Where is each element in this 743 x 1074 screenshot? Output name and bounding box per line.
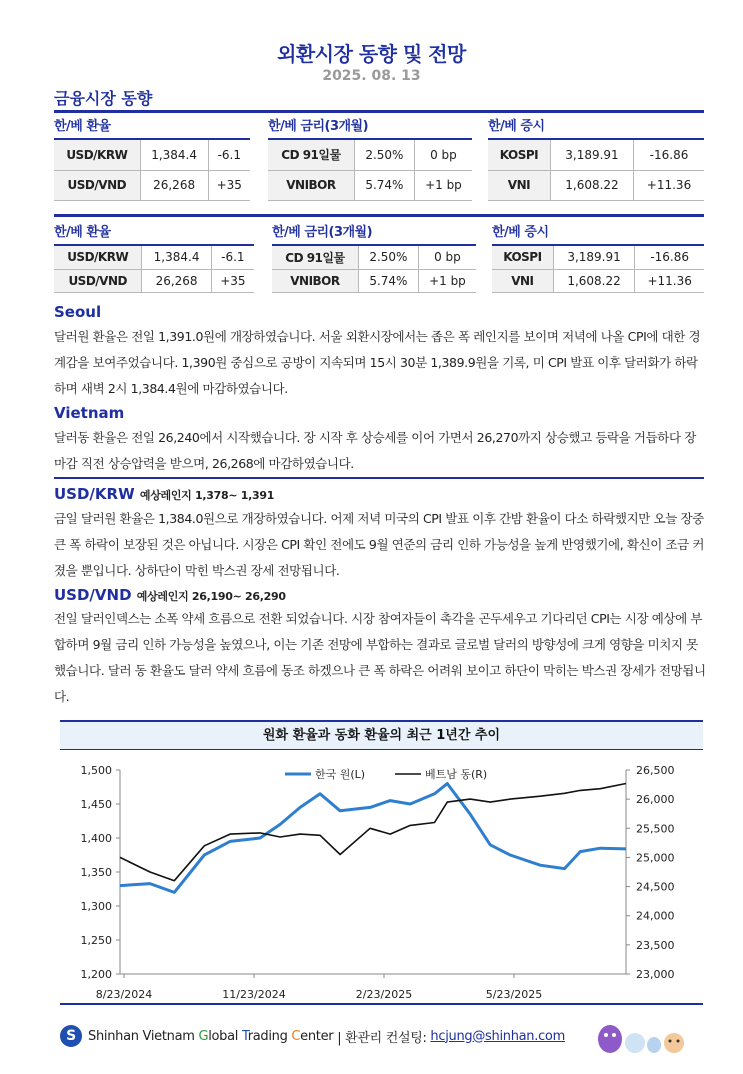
- section-title: 금융시장 동향: [54, 89, 153, 108]
- row-value: 5.74%: [354, 170, 414, 200]
- table-row: [268, 170, 472, 200]
- row-change: -16.86: [635, 246, 704, 269]
- market-table: [54, 246, 254, 293]
- row-value: 1,608.22: [553, 269, 635, 292]
- group-label: 한/베 환율: [54, 225, 111, 240]
- table-row: [54, 170, 250, 200]
- brand-text: Shinhan Vietnam Global Trading Center: [88, 1028, 334, 1044]
- market-table: [272, 246, 476, 293]
- row-label: VNI: [492, 269, 553, 292]
- row-change: 0 bp: [418, 246, 476, 269]
- usdkrw-range: 예상레인지 1,378~ 1,391: [139, 489, 275, 502]
- fx-line-chart: [60, 752, 703, 1002]
- row-change: -6.1: [211, 246, 254, 269]
- row-label: USD/KRW: [54, 246, 142, 269]
- y-left-tick-label: 1,250: [80, 934, 112, 947]
- row-value: 3,189.91: [550, 140, 633, 170]
- usdvnd-heading: [54, 586, 286, 604]
- fx-rate-group: [54, 116, 250, 201]
- table-row: [488, 170, 704, 200]
- y-right-tick-label: 23,000: [636, 968, 675, 981]
- y-left-tick-label: 1,350: [80, 866, 112, 879]
- chart-bottom-line: [60, 1003, 703, 1005]
- row-change: +35: [211, 269, 254, 292]
- x-tick-label: 11/23/2024: [222, 988, 286, 1001]
- usdvnd-range: 예상레인지 26,190~ 26,290: [136, 590, 286, 603]
- y-right-tick-label: 25,500: [636, 822, 675, 836]
- usdkrw-label: USD/KRW: [54, 485, 135, 503]
- legend-label: 한국 원(L): [315, 768, 366, 781]
- x-tick-label: 5/23/2025: [485, 988, 543, 1001]
- row-change: +1 bp: [418, 269, 476, 292]
- page-title: 외환시장 동향 및 전망: [277, 42, 466, 66]
- row-label: VNIBOR: [272, 269, 358, 292]
- y-right-tick-label: 24,500: [636, 880, 675, 894]
- y-left-tick-label: 1,400: [80, 832, 112, 845]
- row-label: USD/KRW: [54, 140, 140, 170]
- legend-label: 베트남 동(R): [425, 768, 488, 781]
- row-change: +11.36: [635, 269, 704, 292]
- market-table: [268, 140, 472, 201]
- y-left-tick-label: 1,450: [80, 798, 112, 811]
- x-tick-label: 2/23/2025: [355, 988, 413, 1001]
- row-change: -6.1: [208, 140, 250, 170]
- table-row: [268, 140, 472, 170]
- row-change: +1 bp: [414, 170, 472, 200]
- row-label: USD/VND: [54, 269, 142, 292]
- seoul-heading: Seoul: [54, 303, 102, 321]
- vietnam-text: 달러동 환율은 전일 26,240에서 시작했습니다. 장 시작 후 상승세를 이어 가면서 26,270까지 상승했고 등락을 거듭하다 장 마감 직전 상승압력을 받으며, 26,268에 마감하였습니다.: [54, 430, 696, 471]
- row-label: VNI: [488, 170, 550, 200]
- row-value: 26,268: [140, 170, 208, 200]
- row-value: 1,384.4: [142, 246, 211, 269]
- row-value: 1,608.22: [550, 170, 633, 200]
- report-date: 2025. 08. 13: [322, 68, 421, 84]
- row-label: CD 91일물: [268, 140, 354, 170]
- x-tick-label: 8/23/2024: [95, 988, 153, 1001]
- table-row: [54, 269, 254, 292]
- market-table: [488, 140, 704, 201]
- y-right-tick-label: 26,000: [636, 793, 675, 807]
- market-table: [492, 246, 704, 293]
- row-label: KOSPI: [492, 246, 553, 269]
- y-right-tick-label: 26,500: [636, 764, 675, 777]
- y-left-tick-label: 1,500: [80, 764, 112, 777]
- y-right-tick-label: 24,000: [636, 909, 675, 923]
- group-label: 한/베 금리(3개월): [272, 225, 373, 240]
- y-right-tick-label: 23,500: [636, 938, 675, 952]
- row-value: 1,384.4: [140, 140, 208, 170]
- usdkrw-text: 금일 달러원 환율은 1,384.0원으로 개장하였습니다. 어제 저녁 미국의 CPI 발표 이후 간밤 환율이 다소 하락했지만 오늘 장중 큰 폭 하락이 보장된 것은 아닙니다. 시장은 CPI 확인 전에도 9월 연준의 금리 인하 가능성을 높게 반영했기에, 확신이 조금 커졌을 뿐입니다. 상하단이 막힌 박스권 장세 전망됩니다.: [54, 511, 705, 578]
- interest-rate-group: [272, 222, 476, 293]
- row-value: 26,268: [142, 269, 211, 292]
- row-value: 2.50%: [358, 246, 418, 269]
- interest-rate-group: [268, 116, 472, 201]
- section-divider: [54, 214, 704, 217]
- stock-index-group: [488, 116, 704, 201]
- table-row: [272, 269, 476, 292]
- table-row: [488, 140, 704, 170]
- table-row: [492, 269, 704, 292]
- table-row: [272, 246, 476, 269]
- shinhan-logo-icon: S: [60, 1025, 82, 1047]
- table-row: [492, 246, 704, 269]
- contact-email-link[interactable]: hcjung@shinhan.com: [430, 1028, 565, 1044]
- y-left-tick-label: 1,200: [80, 968, 112, 981]
- row-label: CD 91일물: [272, 246, 358, 269]
- table-row: [54, 140, 250, 170]
- row-change: 0 bp: [414, 140, 472, 170]
- mascot-characters-icon: [590, 1017, 690, 1055]
- market-table: [54, 140, 250, 201]
- vietnam-heading: Vietnam: [54, 404, 125, 422]
- group-label: 한/베 금리(3개월): [268, 119, 369, 134]
- fx-rate-group: [54, 222, 254, 293]
- usdvnd-text: 전일 달러인덱스는 소폭 약세 흐름으로 전환 되었습니다. 시장 참여자들이 촉각을 곤두세우고 기다리던 CPI는 시장 예상에 부합하며 9월 금리 인하 가능성을 높였으나, 이는 기존 전망에 부합하는 결과로 글로벌 달러의 방향성에 크게 영향을 미치지 못했습니다. 달러 동 환율도 달러 약세 흐름에 동조 하겠으나 큰 폭 하락은 어려워 보이고 하단이 막히는 박스권 장세가 전망됩니다.: [54, 611, 706, 704]
- section-divider: [54, 110, 704, 113]
- table-row: [54, 246, 254, 269]
- row-value: 5.74%: [358, 269, 418, 292]
- group-label: 한/베 증시: [492, 225, 549, 240]
- usdvnd-label: USD/VND: [54, 586, 132, 604]
- row-value: 2.50%: [354, 140, 414, 170]
- chart-title: 원화 환율과 동화 환율의 최근 1년간 추이: [60, 720, 703, 750]
- section-divider: [54, 477, 704, 479]
- footer: [60, 1023, 565, 1049]
- stock-index-group: [492, 222, 704, 293]
- row-change: -16.86: [634, 140, 704, 170]
- row-value: 3,189.91: [553, 246, 635, 269]
- row-change: +11.36: [634, 170, 704, 200]
- row-label: VNIBOR: [268, 170, 354, 200]
- usdkrw-heading: [54, 485, 274, 503]
- y-left-tick-label: 1,300: [80, 900, 112, 913]
- footer-separator: | 환관리 컨설팅:: [333, 1030, 431, 1046]
- row-label: KOSPI: [488, 140, 550, 170]
- seoul-text: 달러원 환율은 전일 1,391.0원에 개장하였습니다. 서울 외환시장에서는 좁은 폭 레인지를 보이며 저녁에 나올 CPI에 대한 경계감을 보여주었습니다. 1,390원 중심으로 공방이 지속되며 15시 30분 1,389.9원을 기록, 미 CPI 발표 이후 달러화가 하락하며 새벽 2시 1,384.4원에 마감하였습니다.: [54, 329, 701, 396]
- row-label: USD/VND: [54, 170, 140, 200]
- group-label: 한/베 증시: [488, 119, 545, 134]
- y-right-tick-label: 25,000: [636, 851, 675, 865]
- row-change: +35: [208, 170, 250, 200]
- group-label: 한/베 환율: [54, 119, 111, 134]
- krw-series-line: [120, 784, 626, 893]
